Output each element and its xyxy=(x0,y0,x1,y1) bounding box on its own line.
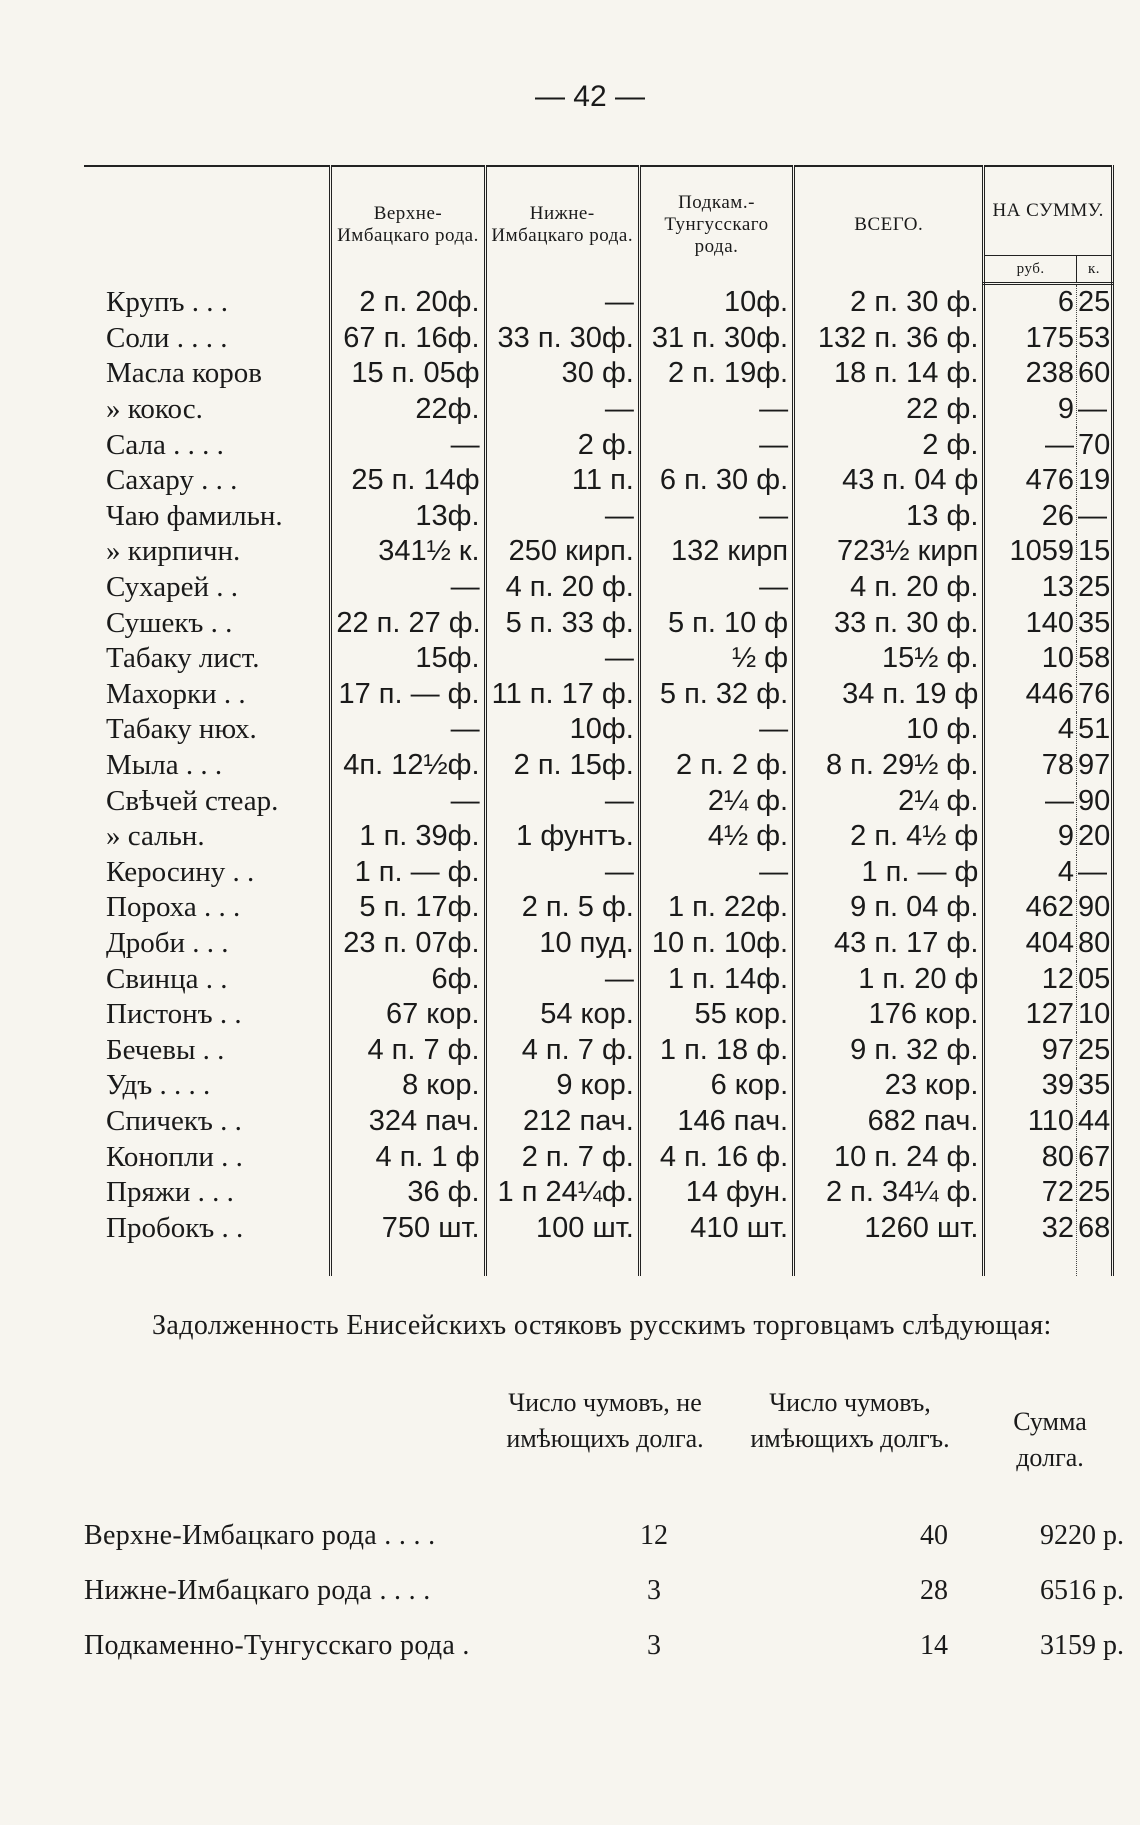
qty-nizhne-imbatsk: 2 ф. xyxy=(485,427,639,463)
qty-verkhne-imbatsk: 6ф. xyxy=(331,961,485,997)
table-row xyxy=(84,961,1113,997)
qty-podkam-tungus: 2¼ ф. xyxy=(639,783,793,819)
qty-total: 176 кор. xyxy=(794,997,984,1033)
sum-kop: 51 xyxy=(1076,712,1112,748)
qty-nizhne-imbatsk: 250 кирп. xyxy=(485,534,639,570)
table-row xyxy=(84,1104,1113,1140)
sum-rub: 127 xyxy=(984,997,1077,1033)
qty-verkhne-imbatsk: 341½ к. xyxy=(331,534,485,570)
qty-podkam-tungus: 1 п. 14ф. xyxy=(639,961,793,997)
goods-name: Спичекъ . . xyxy=(106,1104,242,1137)
qty-total: 15½ ф. xyxy=(794,641,984,677)
table-row xyxy=(84,677,1113,713)
qty-podkam-tungus: 4 п. 16 ф. xyxy=(639,1139,793,1175)
table-row xyxy=(84,463,1113,499)
qty-nizhne-imbatsk: 10 пуд. xyxy=(485,926,639,962)
goods-name: Пистонъ . . xyxy=(106,998,242,1031)
header-sum: НА СУММУ. xyxy=(984,166,1113,256)
qty-total: 18 п. 14 ф. xyxy=(794,356,984,392)
qty-total: 10 ф. xyxy=(794,712,984,748)
page-number: — 42 — xyxy=(534,80,646,113)
sum-rub: — xyxy=(984,427,1077,463)
sum-kop: 68 xyxy=(1076,1210,1112,1276)
goods-table xyxy=(84,165,1114,1276)
debt-row-name: Подкаменно-Тунгусскаго рода . xyxy=(84,1630,470,1661)
qty-nizhne-imbatsk: — xyxy=(485,961,639,997)
qty-nizhne-imbatsk: 2 п. 5 ф. xyxy=(485,890,639,926)
header-total: ВСЕГО. xyxy=(794,166,984,284)
qty-podkam-tungus: 55 кор. xyxy=(639,997,793,1033)
table-row xyxy=(84,1175,1113,1211)
table-row xyxy=(84,356,1113,392)
qty-verkhne-imbatsk: 13ф. xyxy=(331,499,485,535)
debt-row-sum: 6516 р. xyxy=(1040,1575,1124,1606)
qty-nizhne-imbatsk: 5 п. 33 ф. xyxy=(485,605,639,641)
table-row xyxy=(84,712,1113,748)
table-row xyxy=(84,819,1113,855)
header-nizhne-imbatsk: Нижне-Имбацкаго рода. xyxy=(485,166,639,284)
goods-name: Табаку нюх. xyxy=(106,713,257,746)
qty-nizhne-imbatsk: 11 п. 17 ф. xyxy=(485,677,639,713)
qty-podkam-tungus: — xyxy=(639,855,793,891)
qty-nizhne-imbatsk: — xyxy=(485,783,639,819)
qty-nizhne-imbatsk: — xyxy=(485,284,639,321)
debt-row xyxy=(84,1520,1124,1560)
goods-name: Пороха . . . xyxy=(106,891,241,924)
goods-name: Пряжи . . . xyxy=(106,1176,234,1209)
qty-nizhne-imbatsk: 1 фунтъ. xyxy=(485,819,639,855)
table-row xyxy=(84,499,1113,535)
debt-row-no-debt: 3 xyxy=(647,1630,661,1661)
qty-podkam-tungus: 31 п. 30ф. xyxy=(639,321,793,357)
table-row xyxy=(84,855,1113,891)
qty-total: 10 п. 24 ф. xyxy=(794,1139,984,1175)
sum-kop: — xyxy=(1076,499,1112,535)
qty-verkhne-imbatsk: — xyxy=(331,712,485,748)
table-row xyxy=(84,1210,1113,1276)
header-kop: к. xyxy=(1076,256,1112,284)
qty-verkhne-imbatsk: 67 п. 16ф. xyxy=(331,321,485,357)
sum-rub: 32 xyxy=(984,1210,1077,1276)
debt-row-name: Верхне-Имбацкаго рода . . . . xyxy=(84,1520,436,1551)
qty-verkhne-imbatsk: 36 ф. xyxy=(331,1175,485,1211)
qty-total: 9 п. 04 ф. xyxy=(794,890,984,926)
table-row xyxy=(84,926,1113,962)
table-row xyxy=(84,783,1113,819)
qty-podkam-tungus: 1 п. 22ф. xyxy=(639,890,793,926)
qty-nizhne-imbatsk: 4 п. 20 ф. xyxy=(485,570,639,606)
qty-verkhne-imbatsk: 25 п. 14ф xyxy=(331,463,485,499)
qty-total: 682 пач. xyxy=(794,1104,984,1140)
sum-rub: 446 xyxy=(984,677,1077,713)
debt-row-no-debt: 12 xyxy=(640,1520,668,1551)
sum-rub: — xyxy=(984,783,1077,819)
sum-kop: 35 xyxy=(1076,1068,1112,1104)
qty-total: 33 п. 30 ф. xyxy=(794,605,984,641)
qty-nizhne-imbatsk: 11 п. xyxy=(485,463,639,499)
qty-nizhne-imbatsk: 1 п 24¼ф. xyxy=(485,1175,639,1211)
goods-name: Бечевы . . xyxy=(106,1033,225,1066)
sum-kop: — xyxy=(1076,855,1112,891)
sum-kop: 20 xyxy=(1076,819,1112,855)
goods-name: Масла коров xyxy=(106,357,262,390)
qty-podkam-tungus: 10ф. xyxy=(639,284,793,321)
sum-rub: 4 xyxy=(984,855,1077,891)
qty-nizhne-imbatsk: — xyxy=(485,855,639,891)
table-row xyxy=(84,890,1113,926)
qty-total: 13 ф. xyxy=(794,499,984,535)
qty-verkhne-imbatsk: 23 п. 07ф. xyxy=(331,926,485,962)
sum-rub: 6 xyxy=(984,284,1077,321)
goods-name: Табаку лист. xyxy=(106,642,260,675)
qty-verkhne-imbatsk: 2 п. 20ф. xyxy=(331,284,485,321)
qty-nizhne-imbatsk: — xyxy=(485,392,639,428)
qty-podkam-tungus: 6 п. 30 ф. xyxy=(639,463,793,499)
qty-verkhne-imbatsk: 17 п. — ф. xyxy=(331,677,485,713)
goods-name: » сальн. xyxy=(106,820,205,853)
qty-verkhne-imbatsk: 5 п. 17ф. xyxy=(331,890,485,926)
goods-name: Керосину . . xyxy=(106,855,255,888)
sum-rub: 140 xyxy=(984,605,1077,641)
debt-row-sum: 3159 р. xyxy=(1040,1630,1124,1661)
qty-total: 723½ кирп xyxy=(794,534,984,570)
table-row xyxy=(84,284,1113,321)
goods-name: Махорки . . xyxy=(106,677,246,710)
sum-kop: 25 xyxy=(1076,1032,1112,1068)
debt-row-sum: 9220 р. xyxy=(1040,1520,1124,1551)
header-goods xyxy=(84,166,331,284)
table-row xyxy=(84,1068,1113,1104)
qty-verkhne-imbatsk: 22ф. xyxy=(331,392,485,428)
sum-rub: 9 xyxy=(984,819,1077,855)
sum-rub: 4 xyxy=(984,712,1077,748)
goods-name: Сушекъ . . xyxy=(106,606,233,639)
table-row xyxy=(84,748,1113,784)
qty-total: 2 п. 34¼ ф. xyxy=(794,1175,984,1211)
table-row xyxy=(84,997,1113,1033)
qty-total: 1260 шт. xyxy=(794,1210,984,1276)
goods-name: Конопли . . xyxy=(106,1140,243,1173)
sum-kop: 58 xyxy=(1076,641,1112,677)
qty-total: 34 п. 19 ф xyxy=(794,677,984,713)
table-row xyxy=(84,321,1113,357)
qty-nizhne-imbatsk: — xyxy=(485,499,639,535)
goods-name: Пробокъ . . xyxy=(106,1211,244,1244)
sum-kop: 25 xyxy=(1076,1175,1112,1211)
sum-kop: 44 xyxy=(1076,1104,1112,1140)
qty-total: 2 ф. xyxy=(794,427,984,463)
sum-kop: 80 xyxy=(1076,926,1112,962)
sum-kop: 35 xyxy=(1076,605,1112,641)
sum-rub: 175 xyxy=(984,321,1077,357)
qty-podkam-tungus: 1 п. 18 ф. xyxy=(639,1032,793,1068)
qty-verkhne-imbatsk: 1 п. — ф. xyxy=(331,855,485,891)
goods-name: Чаю фамильн. xyxy=(106,499,283,532)
goods-name: Свинца . . xyxy=(106,962,228,995)
qty-nizhne-imbatsk: — xyxy=(485,641,639,677)
goods-table-body xyxy=(84,284,1113,1277)
sum-kop: 19 xyxy=(1076,463,1112,499)
qty-nizhne-imbatsk: 2 п. 7 ф. xyxy=(485,1139,639,1175)
qty-verkhne-imbatsk: 15 п. 05ф xyxy=(331,356,485,392)
qty-podkam-tungus: — xyxy=(639,570,793,606)
qty-podkam-tungus: 5 п. 10 ф xyxy=(639,605,793,641)
qty-podkam-tungus: 6 кор. xyxy=(639,1068,793,1104)
header-chums-no-debt: Число чумовъ, не имѣющихъ долга. xyxy=(506,1388,704,1453)
header-podkam-tungus: Подкам.-Тунгусскаго рода. xyxy=(639,166,793,284)
sum-kop: 90 xyxy=(1076,890,1112,926)
table-row xyxy=(84,1139,1113,1175)
goods-name: Сахару . . . xyxy=(106,464,238,497)
qty-podkam-tungus: 146 пач. xyxy=(639,1104,793,1140)
qty-verkhne-imbatsk: 22 п. 27 ф. xyxy=(331,605,485,641)
sum-kop: 60 xyxy=(1076,356,1112,392)
qty-total: 43 п. 04 ф xyxy=(794,463,984,499)
qty-nizhne-imbatsk: 54 кор. xyxy=(485,997,639,1033)
sum-kop: 25 xyxy=(1076,284,1112,321)
qty-verkhne-imbatsk: 8 кор. xyxy=(331,1068,485,1104)
qty-total: 1 п. — ф xyxy=(794,855,984,891)
debt-row-no-debt: 3 xyxy=(647,1575,661,1606)
goods-name: Крупъ . . . xyxy=(106,285,228,318)
sum-kop: 05 xyxy=(1076,961,1112,997)
qty-total: 4 п. 20 ф. xyxy=(794,570,984,606)
qty-podkam-tungus: 2 п. 2 ф. xyxy=(639,748,793,784)
qty-nizhne-imbatsk: 33 п. 30ф. xyxy=(485,321,639,357)
sum-rub: 78 xyxy=(984,748,1077,784)
qty-podkam-tungus: 5 п. 32 ф. xyxy=(639,677,793,713)
qty-verkhne-imbatsk: 4 п. 7 ф. xyxy=(331,1032,485,1068)
sum-rub: 476 xyxy=(984,463,1077,499)
sum-kop: 10 xyxy=(1076,997,1112,1033)
sum-rub: 462 xyxy=(984,890,1077,926)
table-row xyxy=(84,605,1113,641)
debt-row-with-debt: 28 xyxy=(920,1575,948,1606)
table-row xyxy=(84,534,1113,570)
qty-total: 2 п. 30 ф. xyxy=(794,284,984,321)
qty-podkam-tungus: 410 шт. xyxy=(639,1210,793,1276)
goods-name: Сухарей . . xyxy=(106,571,239,604)
qty-podkam-tungus: 132 кирп xyxy=(639,534,793,570)
table-row xyxy=(84,392,1113,428)
sum-kop: 67 xyxy=(1076,1139,1112,1175)
debt-row-with-debt: 40 xyxy=(920,1520,948,1551)
qty-total: 22 ф. xyxy=(794,392,984,428)
sum-kop: 53 xyxy=(1076,321,1112,357)
table-row xyxy=(84,570,1113,606)
debt-row-name: Нижне-Имбацкаго рода . . . . xyxy=(84,1575,431,1606)
qty-verkhne-imbatsk: 67 кор. xyxy=(331,997,485,1033)
goods-name: Соли . . . . xyxy=(106,321,228,354)
sum-rub: 39 xyxy=(984,1068,1077,1104)
debt-row xyxy=(84,1575,1124,1615)
qty-verkhne-imbatsk: — xyxy=(331,570,485,606)
qty-total: 1 п. 20 ф xyxy=(794,961,984,997)
qty-verkhne-imbatsk: — xyxy=(331,427,485,463)
qty-total: 132 п. 36 ф. xyxy=(794,321,984,357)
qty-nizhne-imbatsk: 10ф. xyxy=(485,712,639,748)
sum-rub: 238 xyxy=(984,356,1077,392)
qty-nizhne-imbatsk: 4 п. 7 ф. xyxy=(485,1032,639,1068)
sum-rub: 1059 xyxy=(984,534,1077,570)
table-row xyxy=(84,1032,1113,1068)
table-row xyxy=(84,641,1113,677)
sum-rub: 80 xyxy=(984,1139,1077,1175)
qty-nizhne-imbatsk: 100 шт. xyxy=(485,1210,639,1276)
sum-rub: 12 xyxy=(984,961,1077,997)
goods-name: Дроби . . . xyxy=(106,926,229,959)
sum-kop: 25 xyxy=(1076,570,1112,606)
sum-rub: 13 xyxy=(984,570,1077,606)
qty-verkhne-imbatsk: 1 п. 39ф. xyxy=(331,819,485,855)
sum-kop: 70 xyxy=(1076,427,1112,463)
sum-rub: 10 xyxy=(984,641,1077,677)
debt-intro-text: Задолженность Енисейскихъ остяковъ русскимъ торговцамъ слѣдующая: xyxy=(152,1310,1052,1341)
sum-kop: 90 xyxy=(1076,783,1112,819)
qty-nizhne-imbatsk: 30 ф. xyxy=(485,356,639,392)
debt-row-with-debt: 14 xyxy=(920,1630,948,1661)
header-debt-sum: Сумма долга. xyxy=(1013,1407,1087,1472)
qty-verkhne-imbatsk: 4п. 12½ф. xyxy=(331,748,485,784)
sum-kop: 97 xyxy=(1076,748,1112,784)
qty-total: 23 кор. xyxy=(794,1068,984,1104)
qty-verkhne-imbatsk: — xyxy=(331,783,485,819)
goods-name: Сала . . . . xyxy=(106,428,224,461)
qty-total: 2 п. 4½ ф xyxy=(794,819,984,855)
qty-podkam-tungus: — xyxy=(639,499,793,535)
qty-podkam-tungus: — xyxy=(639,712,793,748)
qty-verkhne-imbatsk: 15ф. xyxy=(331,641,485,677)
qty-podkam-tungus: — xyxy=(639,427,793,463)
debt-row xyxy=(84,1630,1124,1670)
goods-name: Удъ . . . . xyxy=(106,1069,211,1102)
goods-name: Свѣчей стеар. xyxy=(106,784,279,817)
qty-total: 9 п. 32 ф. xyxy=(794,1032,984,1068)
qty-podkam-tungus: 14 фун. xyxy=(639,1175,793,1211)
header-rub: руб. xyxy=(984,256,1077,284)
header-chums-with-debt: Число чумовъ, имѣющихъ долгъ. xyxy=(750,1388,950,1453)
goods-name: Мыла . . . xyxy=(106,749,223,782)
qty-verkhne-imbatsk: 324 пач. xyxy=(331,1104,485,1140)
qty-podkam-tungus: 2 п. 19ф. xyxy=(639,356,793,392)
qty-total: 8 п. 29½ ф. xyxy=(794,748,984,784)
qty-podkam-tungus: 10 п. 10ф. xyxy=(639,926,793,962)
sum-rub: 97 xyxy=(984,1032,1077,1068)
qty-nizhne-imbatsk: 212 пач. xyxy=(485,1104,639,1140)
sum-rub: 9 xyxy=(984,392,1077,428)
qty-total: 43 п. 17 ф. xyxy=(794,926,984,962)
qty-podkam-tungus: 4½ ф. xyxy=(639,819,793,855)
goods-name: » кирпичн. xyxy=(106,535,241,568)
qty-podkam-tungus: ½ ф xyxy=(639,641,793,677)
sum-rub: 26 xyxy=(984,499,1077,535)
qty-total: 2¼ ф. xyxy=(794,783,984,819)
qty-verkhne-imbatsk: 4 п. 1 ф xyxy=(331,1139,485,1175)
sum-kop: 76 xyxy=(1076,677,1112,713)
qty-podkam-tungus: — xyxy=(639,392,793,428)
qty-verkhne-imbatsk: 750 шт. xyxy=(331,1210,485,1276)
qty-nizhne-imbatsk: 9 кор. xyxy=(485,1068,639,1104)
sum-kop: — xyxy=(1076,392,1112,428)
sum-rub: 110 xyxy=(984,1104,1077,1140)
header-verkhne-imbatsk: Верхне-Имбацкаго рода. xyxy=(331,166,485,284)
table-row xyxy=(84,427,1113,463)
goods-name: » кокос. xyxy=(106,393,203,426)
qty-nizhne-imbatsk: 2 п. 15ф. xyxy=(485,748,639,784)
sum-rub: 404 xyxy=(984,926,1077,962)
sum-kop: 15 xyxy=(1076,534,1112,570)
sum-rub: 72 xyxy=(984,1175,1077,1211)
